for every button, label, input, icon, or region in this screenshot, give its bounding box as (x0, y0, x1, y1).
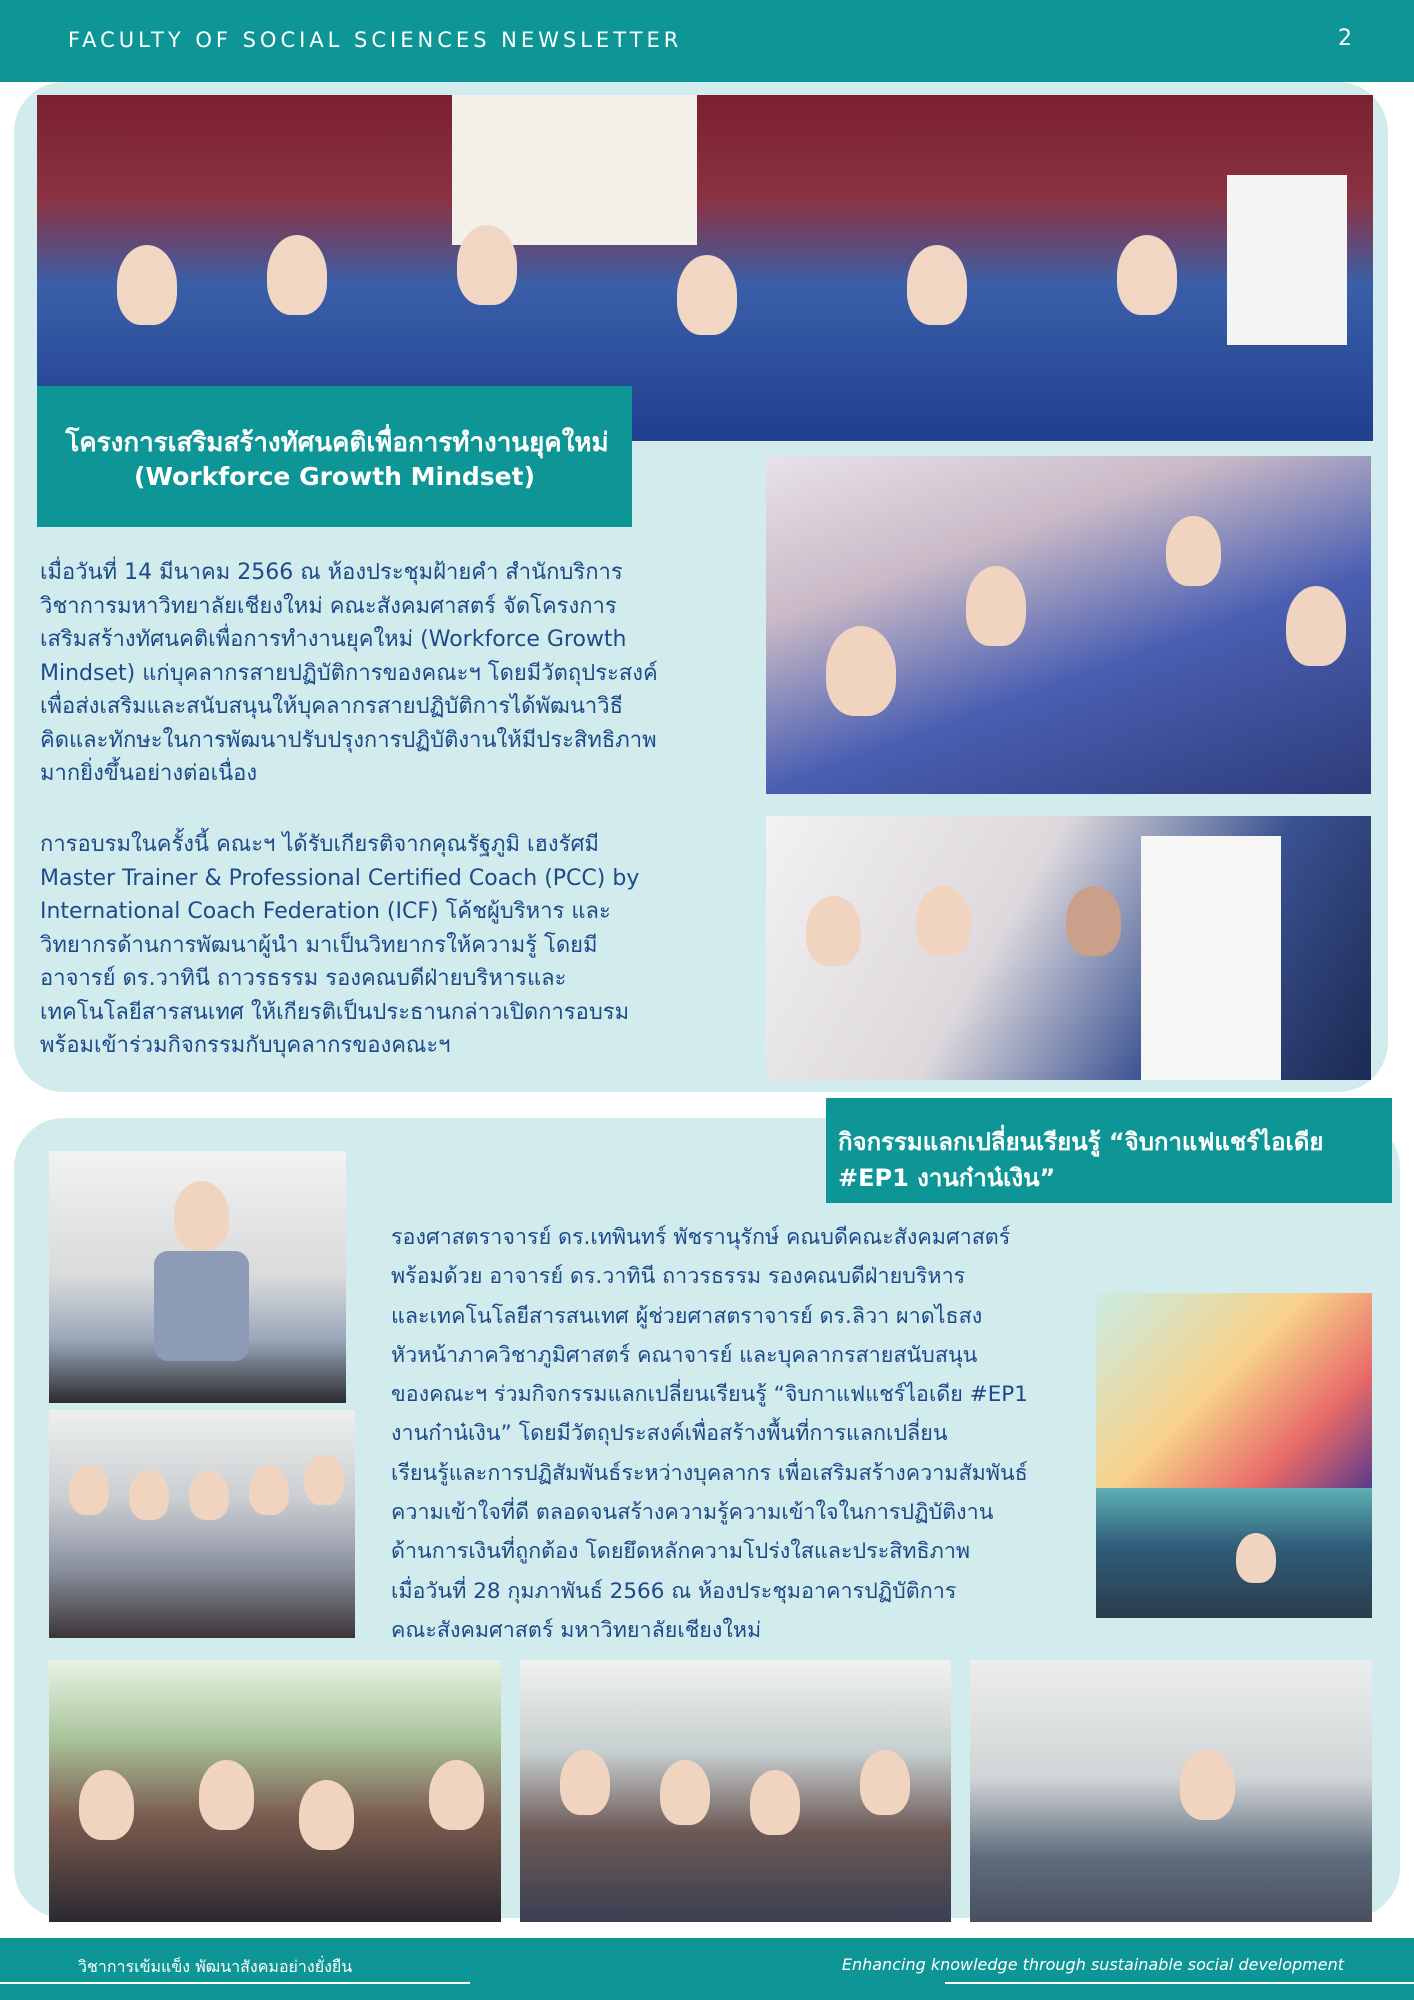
footer-rule-left (0, 1982, 470, 1984)
text-line: และเทคโนโลยีสารสนเทศ ผู้ช่วยศาสตราจารย์ ดร.ลิวา ผาดไธสง (391, 1303, 983, 1329)
text-line: มากยิ่งขึ้นอย่างต่อเนื่อง (40, 761, 258, 786)
presentation-photo (1096, 1293, 1372, 1618)
section1-heading-line2: (Workforce Growth Mindset) (133, 462, 536, 491)
footer-slogan-english: Enhancing knowledge through sustainable social development (841, 1955, 1344, 1974)
speaker-photo (49, 1151, 346, 1403)
text-line: งานก๋าน๋เงิน” โดยมีวัตถุประสงค์เพื่อสร้างพื้นที่การแลกเปลี่ยน (391, 1421, 948, 1447)
text-line: ความเข้าใจที่ดี ตลอดจนสร้างความรู้ความเข้าใจในการปฏิบัติงาน (391, 1500, 994, 1526)
page-number: 2 (1338, 26, 1352, 51)
flipchart-photo (766, 816, 1371, 1080)
text-line: การอบรมในครั้งนี้ คณะฯ ได้รับเกียรติจากคุณรัฐภูมิ เฮงรัศมี (40, 832, 599, 857)
footer-slogan-thai: วิชาการเข้มแข็ง พัฒนาสังคมอย่างยั่งยืน (78, 1957, 353, 1976)
header-bar (0, 0, 1414, 82)
text-line: เรียนรู้และการปฏิสัมพันธ์ระหว่างบุคลากร เพื่อเสริมสร้างความสัมพันธ์ (391, 1460, 1028, 1486)
text-line: ของคณะฯ ร่วมกิจกรรมแลกเปลี่ยนเรียนรู้ “จิบกาแฟแชร์ไอเดีย #EP1 (391, 1382, 1028, 1408)
text-line: วิทยากรด้านการพัฒนาผู้นำ มาเป็นวิทยากรให้ความรู้ โดยมี (40, 932, 598, 958)
section1-heading (37, 386, 632, 527)
newsletter-title: FACULTY OF SOCIAL SCIENCES NEWSLETTER (68, 28, 683, 52)
text-line: เมื่อวันที่ 28 กุมภาพันธ์ 2566 ณ ห้องประชุมอาคารปฏิบัติการ (391, 1578, 957, 1604)
section1-paragraph2 (40, 828, 639, 1063)
classroom-photo-2 (520, 1660, 951, 1922)
text-line: เพื่อส่งเสริมและสนับสนุนให้บุคลากรสายปฏิบัติการได้พัฒนาวิธี (40, 694, 624, 719)
text-line: คณะสังคมศาสตร์ มหาวิทยาลัยเชียงใหม่ (391, 1617, 762, 1643)
text-line: ด้านการเงินที่ถูกต้อง โดยยึดหลักความโปร่งใสและประสิทธิภาพ (391, 1539, 971, 1565)
text-line: อาจารย์ ดร.วาทินี ถาวรธรรม รองคณบดีฝ่ายบริหารและ (40, 966, 567, 991)
text-line: Mindset) แก่บุคลากรสายปฏิบัติการของคณะฯ โดยมีวัตถุประสงค์ (40, 660, 658, 686)
text-line: พร้อมด้วย อาจารย์ ดร.วาทินี ถาวรธรรม รองคณบดีฝ่ายบริหาร (391, 1264, 966, 1290)
text-line: Master Trainer & Professional Certified Coach (PCC) by (40, 865, 640, 891)
classroom-photo-3 (970, 1660, 1372, 1922)
text-line: หัวหน้าภาควิชาภูมิศาสตร์ คณาจารย์ และบุคลากรสายสนับสนุน (391, 1342, 978, 1368)
text-line: International Coach Federation (ICF) โค้ชผู้บริหาร และ (40, 899, 611, 924)
footer-bar (0, 1938, 1414, 2000)
section1-paragraph1 (40, 556, 658, 791)
footer-rule-right (945, 1982, 1414, 1984)
text-line: เทคโนโลยีสารสนเทศ ให้เกียรติเป็นประธานกล่าวเปิดการอบรม (40, 999, 630, 1025)
award-photo (49, 1410, 355, 1638)
text-line: พร้อมเข้าร่วมกิจกรรมกับบุคลากรของคณะฯ (40, 1033, 451, 1058)
text-line: เมื่อวันที่ 14 มีนาคม 2566 ณ ห้องประชุมฝ้ายคำ สำนักบริการ (40, 560, 623, 585)
section2-heading-line1: กิจกรรมแลกเปลี่ยนเรียนรู้ “จิบกาแฟแชร์ไอเดีย (838, 1128, 1324, 1156)
section2-paragraph (391, 1218, 1028, 1650)
text-line: วิชาการมหาวิทยาลัยเชียงใหม่ คณะสังคมศาสตร์ จัดโครงการ (40, 593, 617, 619)
text-line: คิดและทักษะในการพัฒนาปรับปรุงการปฏิบัติงานให้มีประสิทธิภาพ (40, 727, 657, 753)
classroom-photo-1 (49, 1660, 501, 1922)
workshop-circle-photo (766, 456, 1371, 794)
text-line: เสริมสร้างทัศนคติเพื่อการทำงานยุคใหม่ (Workforce Growth (40, 627, 627, 652)
section2-heading-line2: #EP1 งานก๋าน๋เงิน” (838, 1164, 1056, 1192)
section2-heading (826, 1098, 1392, 1203)
section1-heading-line1: โครงการเสริมสร้างทัศนคติเพื่อการทำงานยุคใหม่ (65, 428, 609, 458)
text-line: รองศาสตราจารย์ ดร.เทพินทร์ พัชรานุรักษ์ คณบดีคณะสังคมศาสตร์ (391, 1225, 1011, 1250)
